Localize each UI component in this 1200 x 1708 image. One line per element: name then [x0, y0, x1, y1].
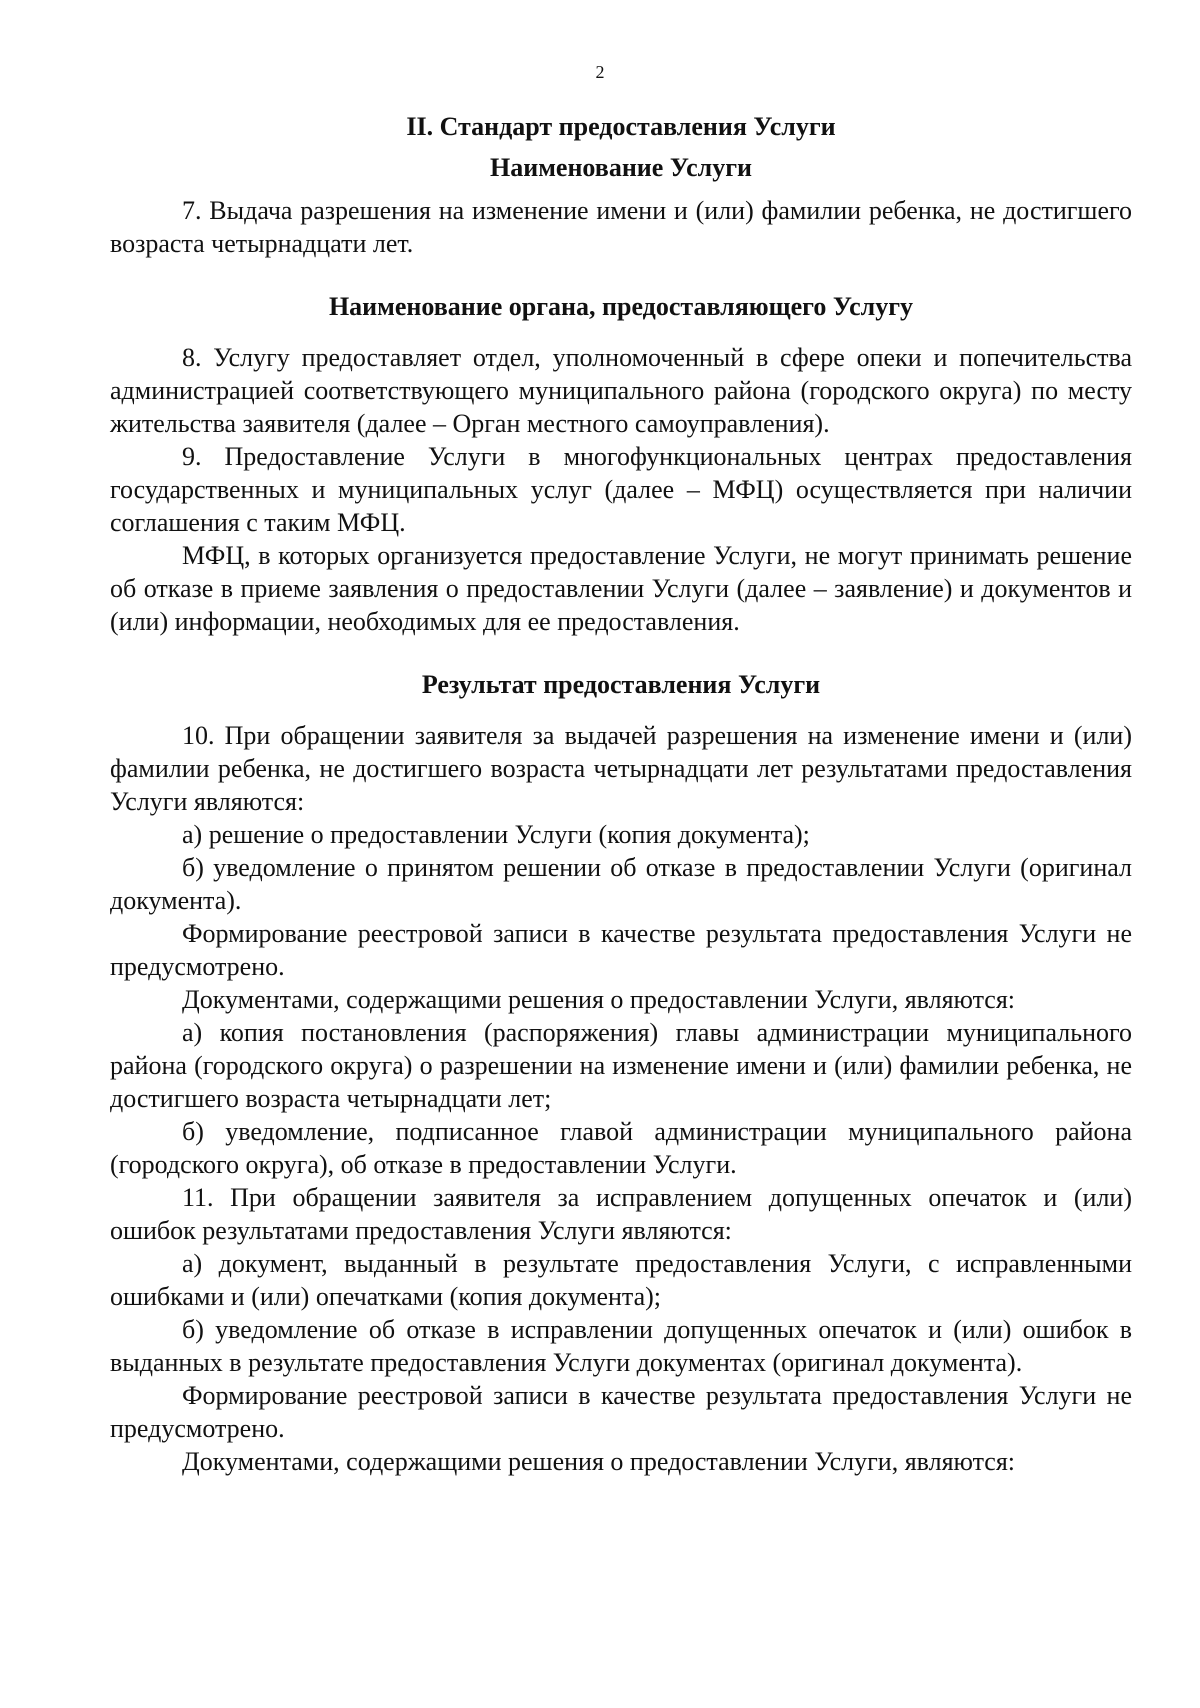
document-body [110, 110, 1132, 1478]
paragraph-registry-1: Формирование реестровой записи в качестве результата предоставления Услуги не предусмотрено. [110, 919, 1132, 981]
paragraph-registry-2: Формирование реестровой записи в качестве результата предоставления Услуги не предусмотрено. [110, 1381, 1132, 1443]
paragraph-documents-1: Документами, содержащими решения о предоставлении Услуги, являются: [182, 985, 1016, 1014]
paragraph-9: 9. Предоставление Услуги в многофункциональных центрах предоставления государственных и муниципальных услуг (далее – МФЦ) осуществляется при наличии соглашения с таким МФЦ. [110, 442, 1132, 537]
list-item-10b: б) уведомление о принятом решении об отказе в предоставлении Услуги (оригинал документа). [110, 853, 1132, 915]
list-item-11a: а) документ, выданный в результате предоставления Услуги, с исправленными ошибками и (или) опечатками (копия документа); [110, 1249, 1132, 1311]
paragraph-mfc: МФЦ, в которых организуется предоставление Услуги, не могут принимать решение об отказе в приеме заявления о предоставлении Услуги (далее – заявление) и документов и (или) информации, необходимых для ее предоставления. [110, 541, 1132, 636]
paragraph-8: 8. Услугу предоставляет отдел, уполномоченный в сфере опеки и попечительства администрацией соответствующего муниципального района (городского округа) по месту жительства заявителя (далее – Орган местного самоуправления). [110, 343, 1132, 438]
page-number: 2 [595, 62, 605, 82]
section-heading-name: Наименование Услуги [489, 153, 753, 182]
paragraph-11: 11. При обращении заявителя за исправлением допущенных опечаток и (или) ошибок результатами предоставления Услуги являются: [110, 1183, 1132, 1245]
section-heading-organ: Наименование органа, предоставляющего Услугу [328, 292, 914, 321]
list-item-docs-b: б) уведомление, подписанное главой администрации муниципального района (городского округа), об отказе в предоставлении Услуги. [110, 1117, 1132, 1179]
paragraph-10: 10. При обращении заявителя за выдачей разрешения на изменение имени и (или) фамилии ребенка, не достигшего возраста четырнадцати лет результатами предоставления Услуги являются: [110, 721, 1132, 816]
list-item-11b: б) уведомление об отказе в исправлении допущенных опечаток и (или) ошибок в выданных в результате предоставления Услуги документах (оригинал документа). [110, 1315, 1132, 1377]
chapter-title: II. Стандарт предоставления Услуги [406, 112, 836, 141]
paragraph-documents-2: Документами, содержащими решения о предоставлении Услуги, являются: [182, 1447, 1016, 1476]
list-item-10a: а) решение о предоставлении Услуги (копия документа); [182, 820, 810, 849]
paragraph-7: 7. Выдача разрешения на изменение имени и (или) фамилии ребенка, не достигшего возраста четырнадцати лет. [110, 196, 1132, 258]
section-heading-result: Результат предоставления Услуги [421, 670, 821, 699]
list-item-docs-a: а) копия постановления (распоряжения) главы администрации муниципального района (городского округа) о разрешении на изменение имени и (или) фамилии ребенка, не достигшего возраста четырнадцати лет; [110, 1018, 1132, 1113]
